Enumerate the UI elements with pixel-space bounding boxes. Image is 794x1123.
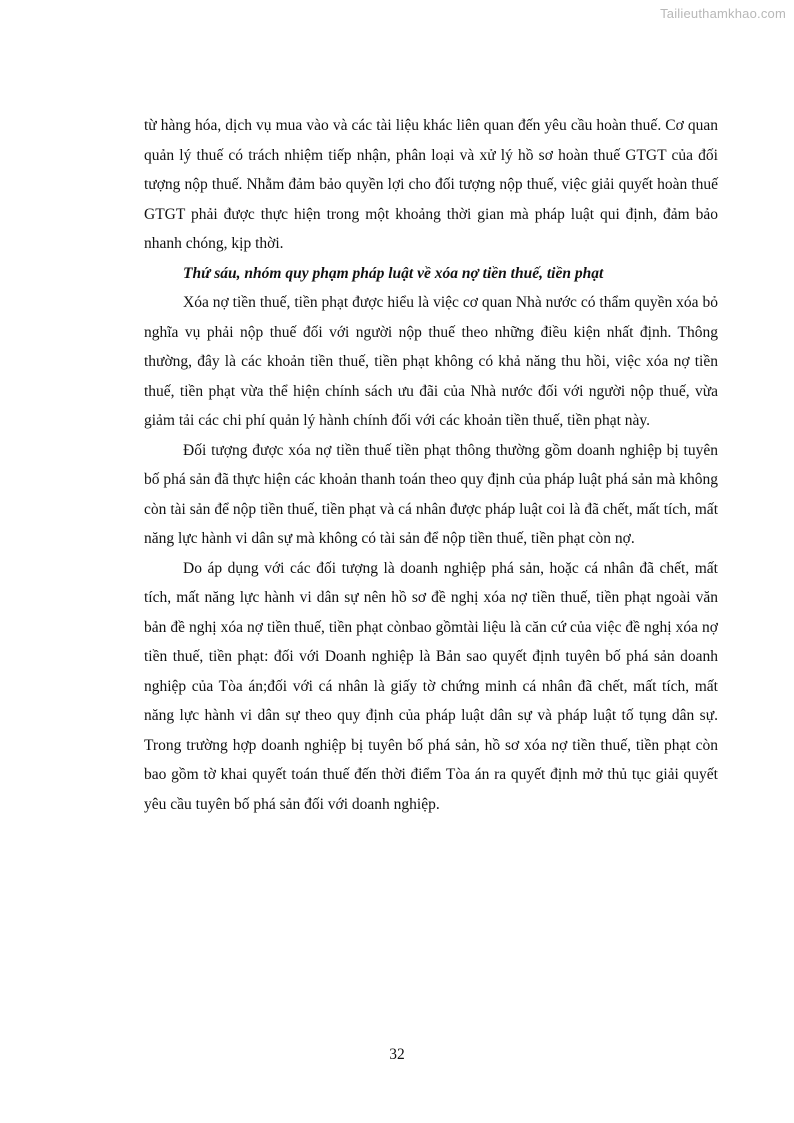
- paragraph-continuation: từ hàng hóa, dịch vụ mua vào và các tài liệu khác liên quan đến yêu cầu hoàn thuế. Cơ quan quản lý thuế có trách nhiệm tiếp nhận, phân loại và xử lý hồ sơ hoàn thuế GTGT của đối tượng nộp thuế. Nhằm đảm bảo quyền lợi cho đối tượng nộp thuế, việc giải quyết hoàn thuế GTGT phải được thực hiện trong một khoảng thời gian mà pháp luật qui định, đảm bảo nhanh chóng, kịp thời.: [144, 117, 718, 252]
- paragraph-subjects: Đối tượng được xóa nợ tiền thuế tiền phạt thông thường gồm doanh nghiệp bị tuyên bố phá sản đã thực hiện các khoản thanh toán theo quy định của pháp luật phá sản mà không còn tài sản để nộp tiền thuế, tiền phạt và cá nhân được pháp luật coi là đã chết, mất tích, mất năng lực hành vi dân sự mà không có tài sản để nộp tiền thuế, tiền phạt còn nợ.: [144, 441, 718, 547]
- paragraph-dossier: Do áp dụng với các đối tượng là doanh nghiệp phá sản, hoặc cá nhân đã chết, mất tích, mất năng lực hành vi dân sự nên hồ sơ đề nghị xóa nợ tiền thuế, tiền phạt ngoài văn bản đề nghị xóa nợ tiền thuế, tiền phạt cònbao gồmtài liệu là căn cứ của việc đề nghị xóa nợ tiền thuế, tiền phạt: đối với Doanh nghiệp là Bản sao quyết định tuyên bố phá sản doanh nghiệp của Tòa án;đối với cá nhân là giấy tờ chứng minh cá nhân đã chết, mất tích, mất năng lực hành vi dân sự theo quy định của pháp luật dân sự và pháp luật tố tụng dân sự. Trong trường hợp doanh nghiệp bị tuyên bố phá sản, hồ sơ xóa nợ tiền thuế, tiền phạt còn bao gồm tờ khai quyết toán thuế đến thời điểm Tòa án ra quyết định mở thủ tục giải quyết yêu cầu tuyên bố phá sản đối với doanh nghiệp.: [144, 559, 718, 813]
- section-heading: Thứ sáu, nhóm quy phạm pháp luật về xóa nợ tiền thuế, tiền phạt: [183, 264, 604, 282]
- document-body: [144, 111, 718, 819]
- page-number: 32: [389, 1046, 405, 1063]
- paragraph-definition: Xóa nợ tiền thuế, tiền phạt được hiểu là việc cơ quan Nhà nước có thẩm quyền xóa bỏ nghĩa vụ phải nộp thuế đối với người nộp thuế theo những điều kiện nhất định. Thông thường, đây là các khoản tiền thuế, tiền phạt không có khả năng thu hồi, việc xóa nợ tiền thuế, tiền phạt vừa thể hiện chính sách ưu đãi của Nhà nước đối với người nộp thuế, vừa giảm tải các chi phí quản lý hành chính đối với các khoản tiền thuế, tiền phạt này.: [144, 294, 718, 429]
- watermark: Tailieuthamkhao.com: [660, 6, 786, 21]
